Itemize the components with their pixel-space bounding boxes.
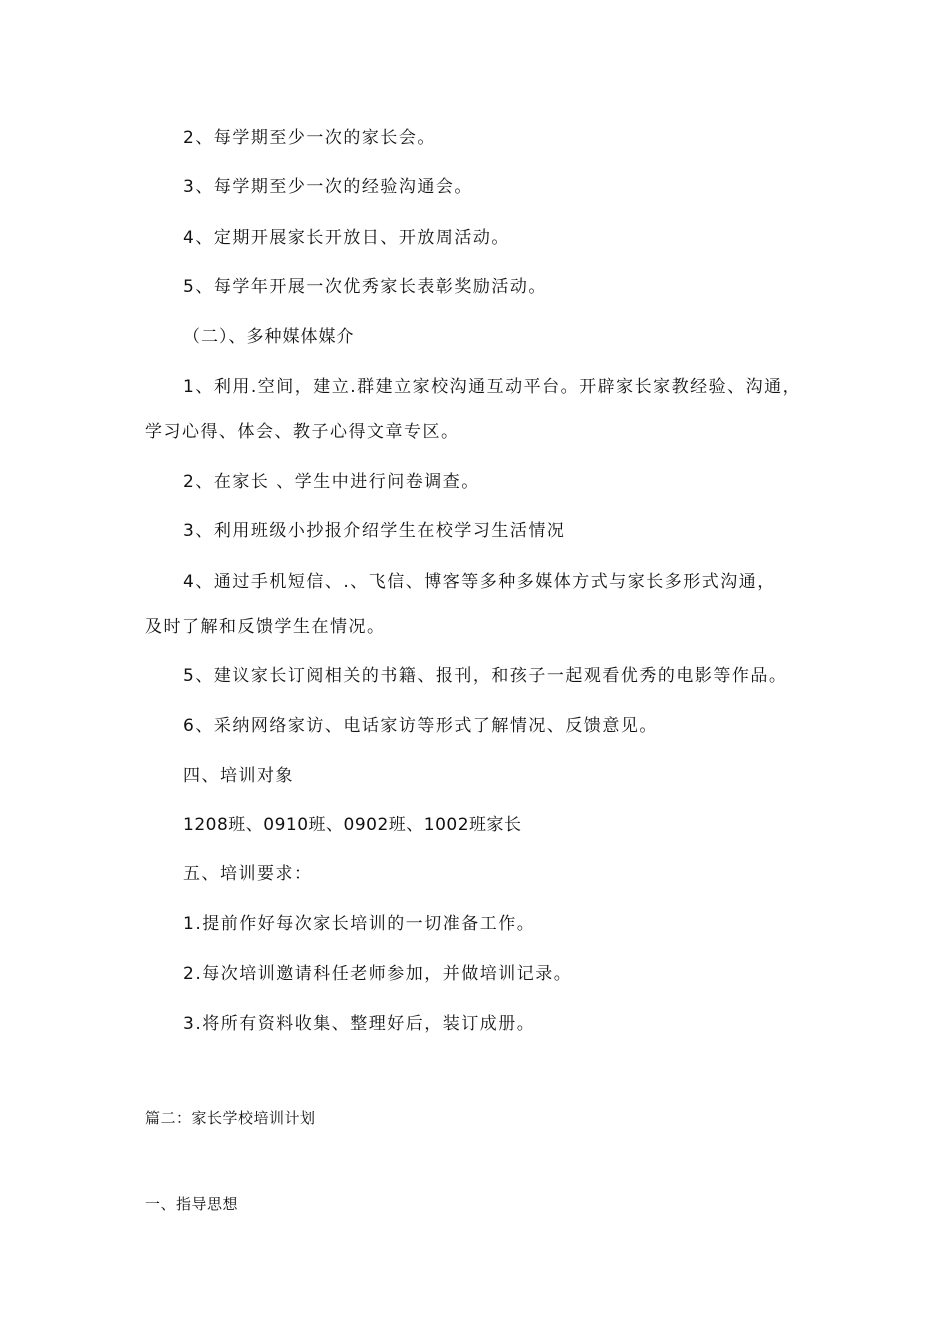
text-line: 4、定期开展家长开放日、开放周活动。 bbox=[183, 228, 510, 248]
text-line: 2.每次培训邀请科任老师参加，并做培训记录。 bbox=[183, 964, 573, 984]
text-line: 4、通过手机短信、.、飞信、博客等多种多媒体方式与家长多形式沟通， bbox=[183, 572, 776, 592]
text-line: 1.提前作好每次家长培训的一切准备工作。 bbox=[183, 914, 536, 934]
heading: 四、培训对象 bbox=[183, 766, 294, 786]
text-line: 5、每学年开展一次优秀家长表彰奖励活动。 bbox=[183, 277, 547, 297]
text-line: 2、每学期至少一次的家长会。 bbox=[183, 128, 436, 148]
text-line: 3、利用班级小抄报介绍学生在校学习生活情况 bbox=[183, 521, 566, 541]
text-line-continued: 学习心得、体会、教子心得文章专区。 bbox=[145, 422, 460, 442]
subheading: （二）、多种媒体媒介 bbox=[183, 327, 355, 347]
text-line: 6、采纳网络家访、电话家访等形式了解情况、反馈意见。 bbox=[183, 716, 658, 736]
text-line: 3、每学期至少一次的经验沟通会。 bbox=[183, 177, 473, 197]
text-line: 3.将所有资料收集、整理好后，装订成册。 bbox=[183, 1014, 536, 1034]
text-line: 2、在家长 、学生中进行问卷调查。 bbox=[183, 472, 480, 492]
heading: 五、培训要求： bbox=[183, 864, 313, 884]
text-line: 1208班、0910班、0902班、1002班家长 bbox=[183, 815, 522, 835]
text-line-continued: 及时了解和反馈学生在情况。 bbox=[145, 617, 386, 637]
text-line: 1、利用.空间，建立.群建立家校沟通互动平台。开辟家长家教经验、沟通， bbox=[183, 377, 802, 397]
subsection-title: 一、指导思想 bbox=[145, 1195, 239, 1213]
text-line: 5、建议家长订阅相关的书籍、报刊，和孩子一起观看优秀的电影等作品。 bbox=[183, 666, 788, 686]
section-title: 篇二：家长学校培训计划 bbox=[145, 1109, 316, 1127]
